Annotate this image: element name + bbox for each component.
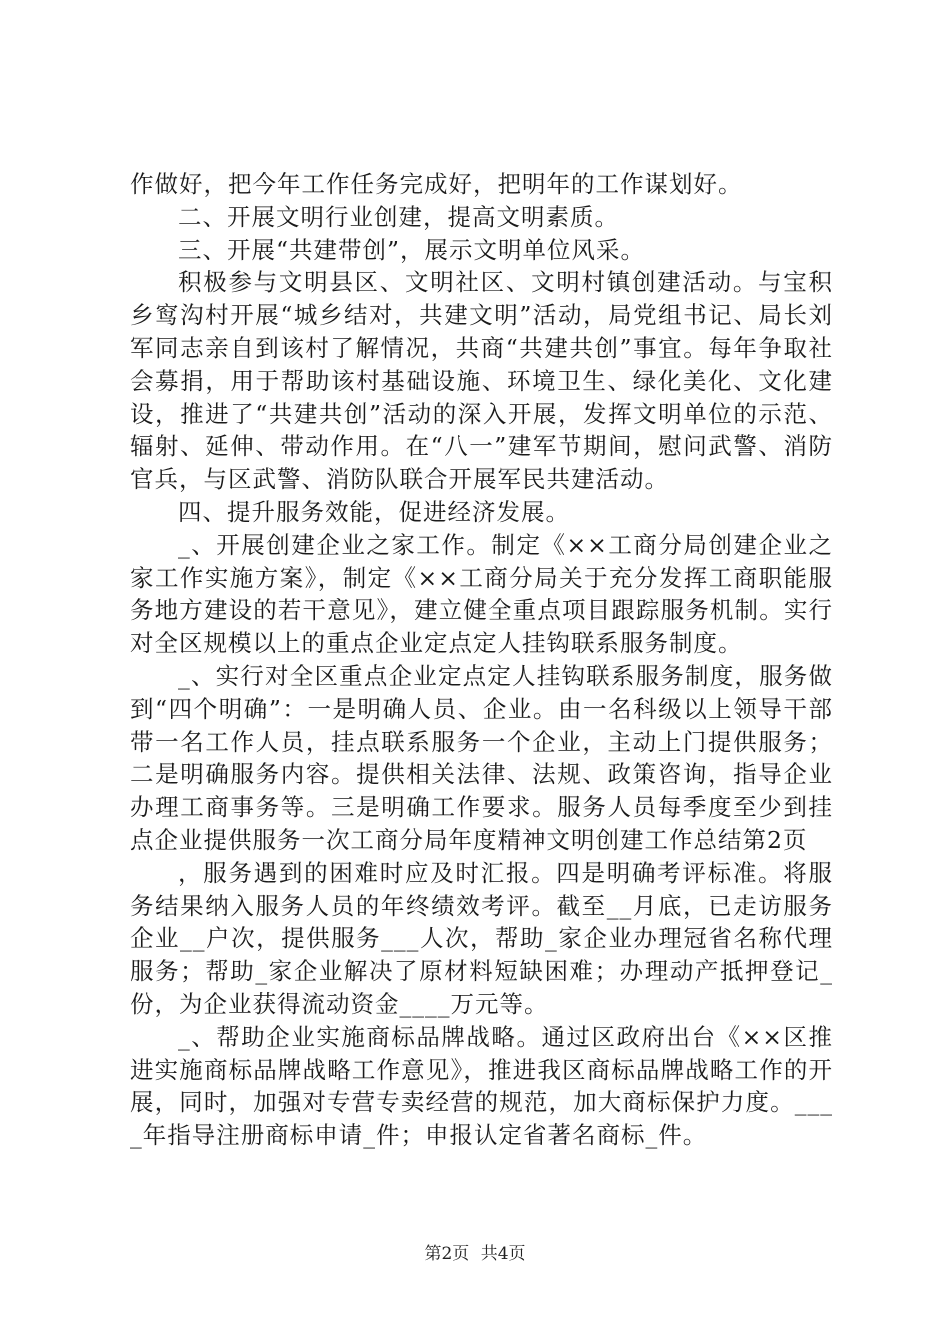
paragraph-8: ，服务遇到的困难时应及时汇报。四是明确考评标准。将服务结果纳入服务人员的年终绩效考评。截至__月底，已走访服务企业__户次，提供服务___人次，帮助_家企业办理冠省名称代理服务；帮助_家企业解决了原材料短缺困难；办理动产抵押登记_份，为企业获得流动资金____万元等。 <box>130 858 833 1018</box>
paragraph-1: 作做好，把今年工作任务完成好，把明年的工作谋划好。 <box>130 170 743 198</box>
document-body <box>130 168 833 1152</box>
page-footer <box>0 1243 950 1265</box>
section-heading-5: 四、提升服务效能，促进经济发展。 <box>178 497 570 526</box>
section-heading-3: 三、开展“共建带创”，展示文明单位风采。 <box>178 235 646 264</box>
section-heading-2: 二、开展文明行业创建，提高文明素质。 <box>178 202 619 231</box>
paragraph-6: _、开展创建企业之家工作。制定《××工商分局创建企业之家工作实施方案》，制定《××工商分局关于充分发挥工商职能服务地方建设的若干意见》，建立健全重点项目跟踪服务机制。实行对全区规模以上的重点企业定点定人挂钩联系服务制度。 <box>130 530 833 658</box>
page-number: 第2页 <box>424 1244 470 1264</box>
page-total: 共4页 <box>480 1244 526 1264</box>
paragraph-9: _、帮助企业实施商标品牌战略。通过区政府出台《××区推进实施商标品牌战略工作意见》，推进我区商标品牌战略工作的开展，同时，加强对专营专卖经营的规范，加大商标保护力度。____年指导注册商标申请_件；申报认定省著名商标_件。 <box>130 1022 833 1150</box>
paragraph-7: _、实行对全区重点企业定点定人挂钩联系服务制度，服务做到“四个明确”：一是明确人员、企业。由一名科级以上领导干部带一名工作人员，挂点联系服务一个企业，主动上门提供服务；二是明确服务内容。提供相关法律、法规、政策咨询，指导企业办理工商事务等。三是明确工作要求。服务人员每季度至少到挂点企业提供服务一次工商分局年度精神文明创建工作总结第2页 <box>130 661 833 854</box>
paragraph-4: 积极参与文明县区、文明社区、文明村镇创建活动。与宝积乡窎沟村开展“城乡结对，共建文明”活动，局党组书记、局长刘军同志亲自到该村了解情况，共商“共建共创”事宜。每年争取社会募捐，用于帮助该村基础设施、环境卫生、绿化美化、文化建设，推进了“共建共创”活动的深入开展，发挥文明单位的示范、辐射、延伸、带动作用。在“八一”建军节期间，慰问武警、消防官兵，与区武警、消防队联合开展军民共建活动。 <box>130 268 833 494</box>
